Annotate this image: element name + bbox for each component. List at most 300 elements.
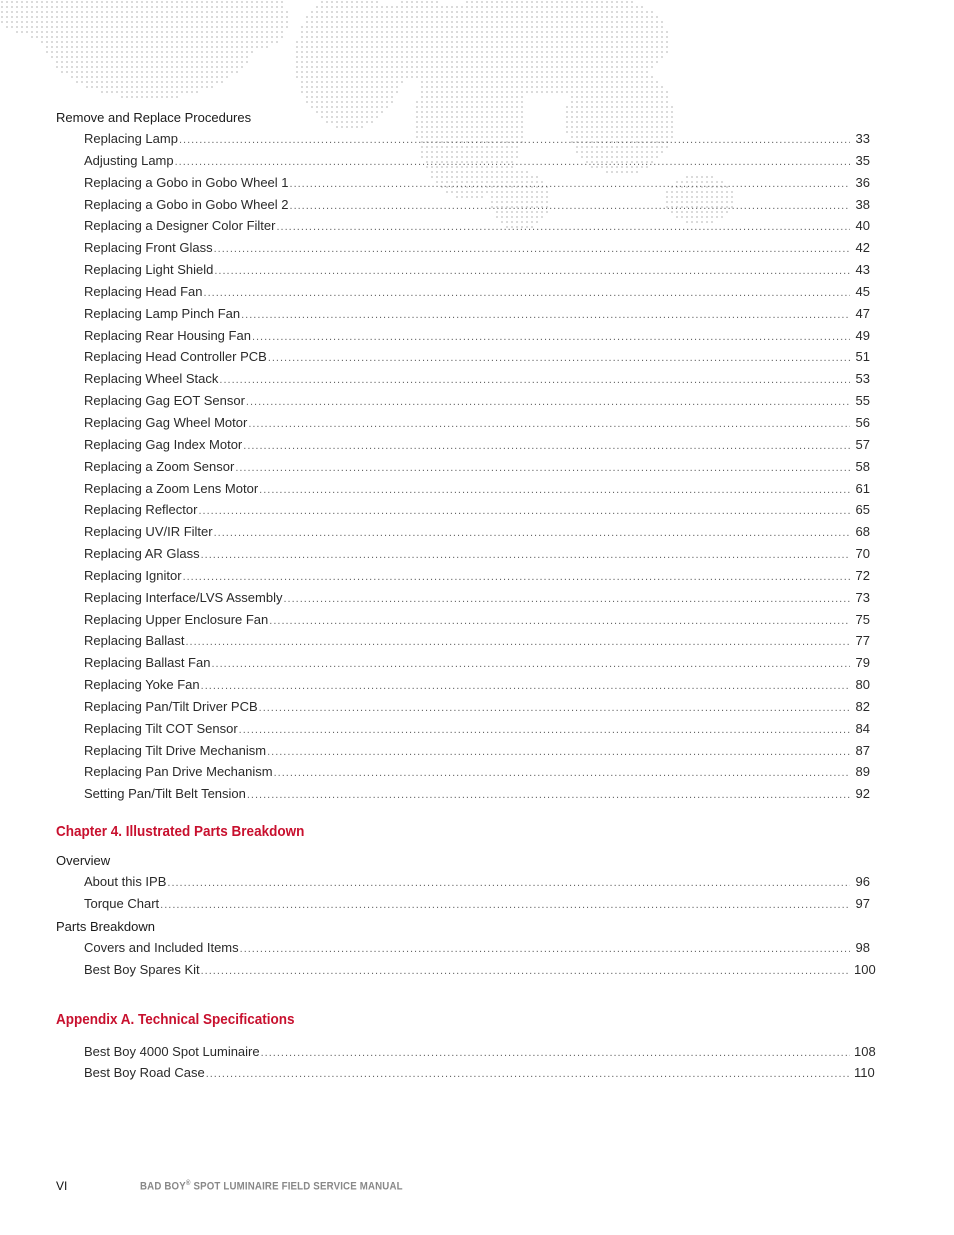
map-dot xyxy=(376,81,378,83)
map-dot xyxy=(376,31,378,33)
map-dot xyxy=(261,16,263,18)
map-dot xyxy=(76,1,78,3)
map-dot xyxy=(611,31,613,33)
map-dot xyxy=(56,46,58,48)
map-dot xyxy=(331,26,333,28)
map-dot xyxy=(536,26,538,28)
map-dot xyxy=(526,76,528,78)
map-dot xyxy=(611,101,613,103)
toc-entry[interactable] xyxy=(56,630,870,652)
map-dot xyxy=(316,66,318,68)
map-dot xyxy=(546,86,548,88)
toc-entry[interactable] xyxy=(56,172,870,194)
map-dot xyxy=(471,26,473,28)
map-dot xyxy=(156,6,158,8)
toc-entry[interactable] xyxy=(56,412,870,434)
map-dot xyxy=(661,46,663,48)
map-dot xyxy=(516,36,518,38)
map-dot xyxy=(571,6,573,8)
map-dot xyxy=(531,91,533,93)
map-dot xyxy=(626,46,628,48)
map-dot xyxy=(116,51,118,53)
map-dot xyxy=(211,36,213,38)
map-dot xyxy=(131,91,133,93)
map-dot xyxy=(401,76,403,78)
toc-entry[interactable] xyxy=(56,871,870,893)
map-dot xyxy=(466,1,468,3)
map-dot xyxy=(661,41,663,43)
map-dot xyxy=(276,16,278,18)
map-dot xyxy=(61,31,63,33)
map-dot xyxy=(151,11,153,13)
map-dot xyxy=(631,1,633,3)
map-dot xyxy=(556,21,558,23)
toc-entry[interactable] xyxy=(56,194,870,216)
toc-entry[interactable] xyxy=(56,696,870,718)
toc-entry[interactable] xyxy=(56,237,870,259)
map-dot xyxy=(406,56,408,58)
map-dot xyxy=(301,41,303,43)
map-dot xyxy=(216,11,218,13)
map-dot xyxy=(551,21,553,23)
map-dot xyxy=(336,71,338,73)
toc-entry[interactable] xyxy=(56,893,870,915)
map-dot xyxy=(626,26,628,28)
map-dot xyxy=(501,11,503,13)
map-dot xyxy=(326,31,328,33)
toc-entry[interactable] xyxy=(56,1062,875,1084)
map-dot xyxy=(411,26,413,28)
map-dot xyxy=(226,41,228,43)
map-dot xyxy=(131,81,133,83)
map-dot xyxy=(481,31,483,33)
map-dot xyxy=(521,81,523,83)
map-dot xyxy=(651,101,653,103)
toc-entry-page: 92 xyxy=(855,786,870,802)
map-dot xyxy=(376,101,378,103)
map-dot xyxy=(241,36,243,38)
toc-entry[interactable] xyxy=(56,303,870,325)
toc-entry[interactable] xyxy=(56,215,870,237)
map-dot xyxy=(51,41,53,43)
map-dot xyxy=(416,71,418,73)
map-dot xyxy=(446,6,448,8)
toc-entry[interactable] xyxy=(56,543,870,565)
map-dot xyxy=(251,21,253,23)
map-dot xyxy=(301,36,303,38)
map-dot xyxy=(241,61,243,63)
map-dot xyxy=(241,56,243,58)
map-dot xyxy=(561,6,563,8)
map-dot xyxy=(571,101,573,103)
toc-entry[interactable] xyxy=(56,937,870,959)
toc-entry[interactable] xyxy=(56,1041,876,1063)
map-dot xyxy=(616,76,618,78)
dot-leader xyxy=(241,305,850,327)
map-dot xyxy=(396,16,398,18)
map-dot xyxy=(526,41,528,43)
map-dot xyxy=(506,21,508,23)
map-dot xyxy=(371,16,373,18)
map-dot xyxy=(421,51,423,53)
toc-entry[interactable] xyxy=(56,674,870,696)
map-dot xyxy=(256,31,258,33)
map-dot xyxy=(401,41,403,43)
map-dot xyxy=(516,51,518,53)
toc-entry[interactable] xyxy=(56,783,870,805)
toc-entry[interactable] xyxy=(56,609,870,631)
map-dot xyxy=(481,86,483,88)
map-dot xyxy=(421,86,423,88)
toc-entry-title: Replacing Front Glass xyxy=(84,240,213,256)
map-dot xyxy=(236,71,238,73)
map-dot xyxy=(456,71,458,73)
map-dot xyxy=(161,31,163,33)
map-dot xyxy=(126,16,128,18)
toc-entry[interactable] xyxy=(56,587,870,609)
map-dot xyxy=(16,1,18,3)
map-dot xyxy=(436,41,438,43)
map-dot xyxy=(611,16,613,18)
map-dot xyxy=(36,1,38,3)
map-dot xyxy=(111,31,113,33)
map-dot xyxy=(411,31,413,33)
toc-entry[interactable] xyxy=(56,368,870,390)
toc-entry[interactable] xyxy=(56,346,870,368)
map-dot xyxy=(516,41,518,43)
map-dot xyxy=(541,86,543,88)
map-dot xyxy=(56,66,58,68)
map-dot xyxy=(651,91,653,93)
map-dot xyxy=(556,91,558,93)
map-dot xyxy=(101,41,103,43)
map-dot xyxy=(171,11,173,13)
map-dot xyxy=(386,6,388,8)
map-dot xyxy=(391,66,393,68)
map-dot xyxy=(516,46,518,48)
map-dot xyxy=(366,6,368,8)
map-dot xyxy=(241,6,243,8)
map-dot xyxy=(536,51,538,53)
map-dot xyxy=(316,31,318,33)
map-dot xyxy=(451,56,453,58)
map-dot xyxy=(571,56,573,58)
map-dot xyxy=(226,71,228,73)
map-dot xyxy=(421,11,423,13)
toc-entry-page: 65 xyxy=(855,502,870,518)
map-dot xyxy=(641,86,643,88)
toc-entry[interactable] xyxy=(56,740,870,762)
map-dot xyxy=(226,56,228,58)
map-dot xyxy=(601,86,603,88)
map-dot xyxy=(506,56,508,58)
map-dot xyxy=(511,101,513,103)
map-dot xyxy=(486,41,488,43)
toc-entry[interactable] xyxy=(56,456,870,478)
footer-page-number: VI xyxy=(56,1179,68,1193)
toc-entry[interactable] xyxy=(56,478,870,500)
map-dot xyxy=(496,96,498,98)
map-dot xyxy=(191,46,193,48)
map-dot xyxy=(346,91,348,93)
map-dot xyxy=(176,46,178,48)
map-dot xyxy=(561,71,563,73)
map-dot xyxy=(226,31,228,33)
map-dot xyxy=(336,61,338,63)
map-dot xyxy=(126,36,128,38)
map-dot xyxy=(341,96,343,98)
map-dot xyxy=(386,26,388,28)
map-dot xyxy=(446,31,448,33)
map-dot xyxy=(596,41,598,43)
map-dot xyxy=(281,36,283,38)
map-dot xyxy=(401,21,403,23)
map-dot xyxy=(271,26,273,28)
map-dot xyxy=(186,16,188,18)
map-dot xyxy=(141,36,143,38)
map-dot xyxy=(546,61,548,63)
map-dot xyxy=(446,96,448,98)
map-dot xyxy=(61,26,63,28)
toc-entry[interactable] xyxy=(56,325,870,347)
map-dot xyxy=(611,81,613,83)
map-dot xyxy=(106,51,108,53)
map-dot xyxy=(541,31,543,33)
map-dot xyxy=(151,1,153,3)
map-dot xyxy=(591,21,593,23)
map-dot xyxy=(436,56,438,58)
map-dot xyxy=(96,21,98,23)
map-dot xyxy=(116,56,118,58)
map-dot xyxy=(146,76,148,78)
map-dot xyxy=(156,46,158,48)
map-dot xyxy=(606,46,608,48)
map-dot xyxy=(351,81,353,83)
map-dot xyxy=(111,1,113,3)
map-dot xyxy=(276,21,278,23)
map-dot xyxy=(136,16,138,18)
map-dot xyxy=(181,86,183,88)
map-dot xyxy=(51,51,53,53)
map-dot xyxy=(331,21,333,23)
map-dot xyxy=(336,6,338,8)
map-dot xyxy=(346,36,348,38)
map-dot xyxy=(626,6,628,8)
map-dot xyxy=(661,96,663,98)
map-dot xyxy=(146,81,148,83)
map-dot xyxy=(386,66,388,68)
map-dot xyxy=(566,26,568,28)
map-dot xyxy=(476,86,478,88)
dot-leader xyxy=(206,1064,850,1086)
map-dot xyxy=(601,76,603,78)
map-dot xyxy=(606,101,608,103)
map-dot xyxy=(661,91,663,93)
map-dot xyxy=(141,96,143,98)
map-dot xyxy=(661,36,663,38)
map-dot xyxy=(241,51,243,53)
map-dot xyxy=(206,41,208,43)
toc-entry[interactable] xyxy=(56,390,870,412)
map-dot xyxy=(416,56,418,58)
map-dot xyxy=(521,41,523,43)
toc-entry-title: Replacing a Gobo in Gobo Wheel 1 xyxy=(84,174,289,190)
map-dot xyxy=(261,31,263,33)
toc-entry[interactable] xyxy=(56,761,870,783)
map-dot xyxy=(271,41,273,43)
map-dot xyxy=(186,76,188,78)
toc-entry[interactable] xyxy=(56,259,870,281)
map-dot xyxy=(491,31,493,33)
map-dot xyxy=(341,11,343,13)
map-dot xyxy=(406,76,408,78)
map-dot xyxy=(96,76,98,78)
map-dot xyxy=(41,41,43,43)
toc-entry[interactable] xyxy=(56,652,870,674)
map-dot xyxy=(46,36,48,38)
map-dot xyxy=(241,21,243,23)
map-dot xyxy=(506,41,508,43)
map-dot xyxy=(106,1,108,3)
map-dot xyxy=(471,6,473,8)
map-dot xyxy=(626,11,628,13)
map-dot xyxy=(346,41,348,43)
map-dot xyxy=(491,26,493,28)
map-dot xyxy=(596,6,598,8)
toc-entry[interactable] xyxy=(56,521,870,543)
map-dot xyxy=(221,61,223,63)
map-dot xyxy=(511,91,513,93)
map-dot xyxy=(491,56,493,58)
map-dot xyxy=(131,61,133,63)
map-dot xyxy=(146,31,148,33)
map-dot xyxy=(11,6,13,8)
map-dot xyxy=(301,71,303,73)
map-dot xyxy=(246,26,248,28)
map-dot xyxy=(646,36,648,38)
toc-entry-title: Replacing Lamp Pinch Fan xyxy=(84,305,241,321)
map-dot xyxy=(56,51,58,53)
map-dot xyxy=(201,86,203,88)
map-dot xyxy=(116,46,118,48)
map-dot xyxy=(651,81,653,83)
toc-entry-title: Replacing Ballast Fan xyxy=(84,655,211,671)
map-dot xyxy=(661,31,663,33)
map-dot xyxy=(151,86,153,88)
map-dot xyxy=(146,26,148,28)
map-dot xyxy=(471,21,473,23)
map-dot xyxy=(221,71,223,73)
map-dot xyxy=(186,51,188,53)
toc-entry[interactable] xyxy=(56,718,870,740)
dot-leader xyxy=(167,873,850,895)
map-dot xyxy=(361,91,363,93)
map-dot xyxy=(571,1,573,3)
map-dot xyxy=(331,81,333,83)
map-dot xyxy=(661,21,663,23)
map-dot xyxy=(596,1,598,3)
map-dot xyxy=(191,21,193,23)
toc-entry-title: Best Boy 4000 Spot Luminaire xyxy=(84,1043,260,1059)
map-dot xyxy=(376,71,378,73)
toc-entry[interactable] xyxy=(56,281,870,303)
toc-entry-page: 40 xyxy=(855,218,870,234)
map-dot xyxy=(186,36,188,38)
toc-entry[interactable] xyxy=(56,150,870,172)
map-dot xyxy=(441,71,443,73)
toc-entry[interactable] xyxy=(56,959,876,981)
toc-entry-title: Replacing Tilt Drive Mechanism xyxy=(84,742,267,758)
map-dot xyxy=(131,86,133,88)
map-dot xyxy=(201,26,203,28)
map-dot xyxy=(431,101,433,103)
toc-entry[interactable] xyxy=(56,565,870,587)
map-dot xyxy=(381,96,383,98)
map-dot xyxy=(166,36,168,38)
map-dot xyxy=(556,46,558,48)
map-dot xyxy=(26,6,28,8)
map-dot xyxy=(426,31,428,33)
map-dot xyxy=(116,36,118,38)
map-dot xyxy=(621,6,623,8)
map-dot xyxy=(361,1,363,3)
toc-entry[interactable] xyxy=(56,434,870,456)
map-dot xyxy=(351,31,353,33)
dot-leader xyxy=(201,961,850,983)
map-dot xyxy=(591,26,593,28)
map-dot xyxy=(396,31,398,33)
map-dot xyxy=(311,86,313,88)
toc-entry-page: 68 xyxy=(855,524,870,540)
map-dot xyxy=(581,71,583,73)
map-dot xyxy=(111,26,113,28)
toc-entry-page: 58 xyxy=(855,458,870,474)
map-dot xyxy=(556,81,558,83)
map-dot xyxy=(606,1,608,3)
map-dot xyxy=(6,26,8,28)
map-dot xyxy=(521,101,523,103)
map-dot xyxy=(21,11,23,13)
map-dot xyxy=(596,31,598,33)
map-dot xyxy=(411,1,413,3)
map-dot xyxy=(181,56,183,58)
map-dot xyxy=(461,56,463,58)
map-dot xyxy=(391,36,393,38)
map-dot xyxy=(516,81,518,83)
map-dot xyxy=(111,21,113,23)
toc-entry[interactable] xyxy=(56,128,870,150)
toc-entry[interactable] xyxy=(56,499,870,521)
map-dot xyxy=(96,86,98,88)
map-dot xyxy=(81,76,83,78)
map-dot xyxy=(176,86,178,88)
map-dot xyxy=(346,81,348,83)
map-dot xyxy=(16,11,18,13)
map-dot xyxy=(461,36,463,38)
map-dot xyxy=(56,36,58,38)
map-dot xyxy=(331,46,333,48)
map-dot xyxy=(641,41,643,43)
map-dot xyxy=(421,76,423,78)
map-dot xyxy=(116,61,118,63)
map-dot xyxy=(296,71,298,73)
map-dot xyxy=(51,31,53,33)
map-dot xyxy=(551,81,553,83)
map-dot xyxy=(491,16,493,18)
map-dot xyxy=(356,71,358,73)
map-dot xyxy=(446,101,448,103)
map-dot xyxy=(171,71,173,73)
